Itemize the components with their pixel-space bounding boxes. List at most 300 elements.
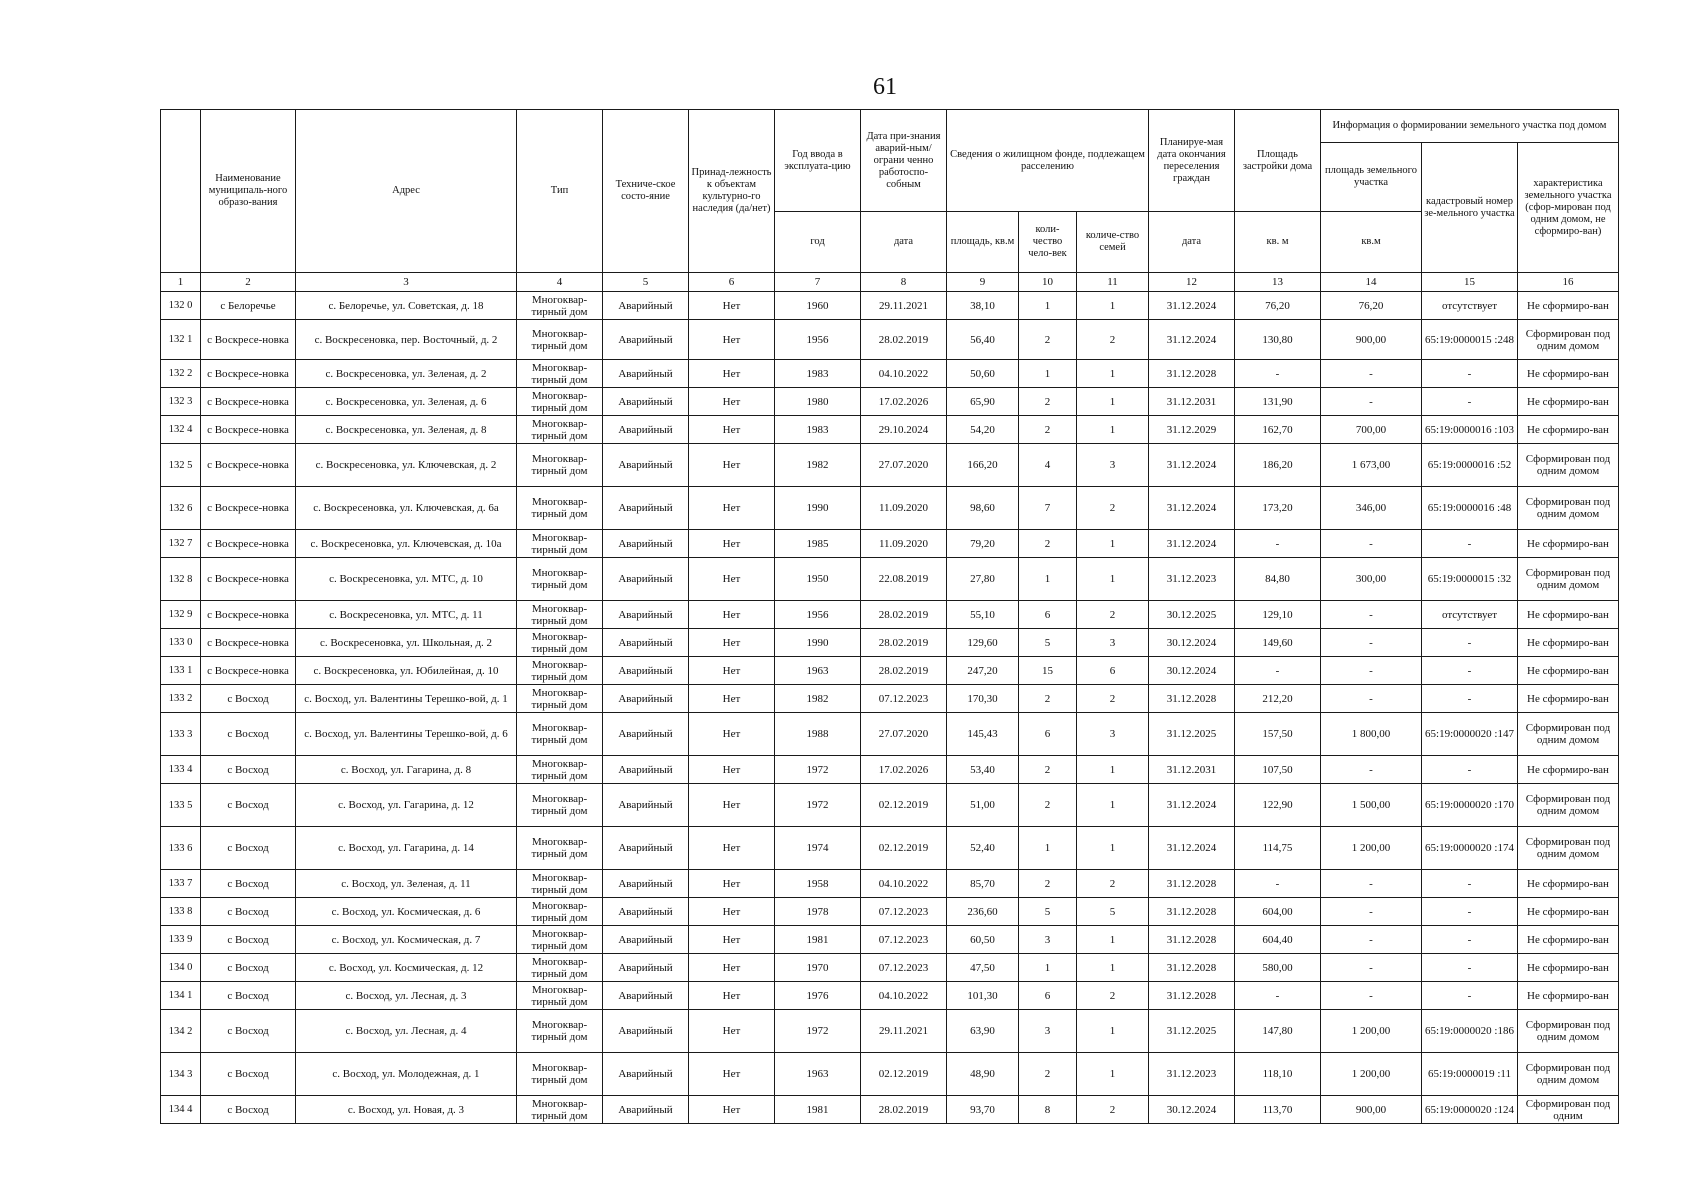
cadastral-number-cell: 65:19:0000016 :52 xyxy=(1422,444,1518,487)
planned-date-cell: 31.12.2028 xyxy=(1149,926,1235,954)
emergency-date-cell: 04.10.2022 xyxy=(861,982,947,1010)
address-cell: с. Восход, ул. Гагарина, д. 8 xyxy=(296,756,517,784)
table-row xyxy=(161,320,1619,360)
housing-area-cell: 93,70 xyxy=(947,1096,1019,1124)
type-cell: Многоквар-тирный дом xyxy=(517,444,603,487)
type-cell: Многоквар-тирный дом xyxy=(517,601,603,629)
housing-area-cell: 56,40 xyxy=(947,320,1019,360)
emergency-date-cell: 28.02.2019 xyxy=(861,1096,947,1124)
table-row xyxy=(161,558,1619,601)
land-characteristic-cell: Не сформиро-ван xyxy=(1518,870,1619,898)
row-number: 132 8 xyxy=(161,558,201,601)
header-address: Адрес xyxy=(296,110,517,273)
cadastral-number-cell: 65:19:0000019 :11 xyxy=(1422,1053,1518,1096)
row-number: 134 1 xyxy=(161,982,201,1010)
cadastral-number-cell: 65:19:0000020 :170 xyxy=(1422,784,1518,827)
cadastral-number-cell: - xyxy=(1422,388,1518,416)
people-count-cell: 2 xyxy=(1019,530,1077,558)
row-number: 133 6 xyxy=(161,827,201,870)
building-area-cell: 107,50 xyxy=(1235,756,1321,784)
building-area-cell: 84,80 xyxy=(1235,558,1321,601)
address-cell: с. Восход, ул. Новая, д. 3 xyxy=(296,1096,517,1124)
row-number: 132 9 xyxy=(161,601,201,629)
municipality-cell: с Воскресе-новка xyxy=(201,360,296,388)
people-count-cell: 2 xyxy=(1019,784,1077,827)
address-cell: с. Восход, ул. Лесная, д. 3 xyxy=(296,982,517,1010)
land-characteristic-cell: Сформирован под одним домом xyxy=(1518,784,1619,827)
technical-state-cell: Аварийный xyxy=(603,444,689,487)
planned-date-cell: 30.12.2024 xyxy=(1149,1096,1235,1124)
emergency-date-cell: 04.10.2022 xyxy=(861,360,947,388)
row-number: 133 2 xyxy=(161,685,201,713)
land-area-cell: 1 673,00 xyxy=(1321,444,1422,487)
cadastral-number-cell: - xyxy=(1422,954,1518,982)
planned-date-cell: 31.12.2028 xyxy=(1149,685,1235,713)
land-characteristic-cell: Сформирован под одним домом xyxy=(1518,1053,1619,1096)
people-count-cell: 7 xyxy=(1019,487,1077,530)
housing-area-cell: 236,60 xyxy=(947,898,1019,926)
commission-year-cell: 1983 xyxy=(775,416,861,444)
emergency-date-cell: 07.12.2023 xyxy=(861,954,947,982)
land-area-cell: 300,00 xyxy=(1321,558,1422,601)
column-number: 15 xyxy=(1422,273,1518,292)
cadastral-number-cell: 65:19:0000016 :48 xyxy=(1422,487,1518,530)
commission-year-cell: 1950 xyxy=(775,558,861,601)
cadastral-number-cell: - xyxy=(1422,898,1518,926)
people-count-cell: 6 xyxy=(1019,713,1077,756)
technical-state-cell: Аварийный xyxy=(603,1053,689,1096)
table-row xyxy=(161,388,1619,416)
technical-state-cell: Аварийный xyxy=(603,756,689,784)
building-area-cell: 131,90 xyxy=(1235,388,1321,416)
housing-area-cell: 60,50 xyxy=(947,926,1019,954)
municipality-cell: с Восход xyxy=(201,756,296,784)
column-number: 9 xyxy=(947,273,1019,292)
municipality-cell: с Восход xyxy=(201,827,296,870)
header-building-area: Площадь застройки дома xyxy=(1235,110,1321,212)
cadastral-number-cell: - xyxy=(1422,870,1518,898)
land-characteristic-cell: Не сформиро-ван xyxy=(1518,629,1619,657)
planned-date-cell: 31.12.2024 xyxy=(1149,292,1235,320)
address-cell: с. Восход, ул. Космическая, д. 6 xyxy=(296,898,517,926)
land-area-cell: 76,20 xyxy=(1321,292,1422,320)
land-area-cell: - xyxy=(1321,629,1422,657)
table-row xyxy=(161,629,1619,657)
column-number: 3 xyxy=(296,273,517,292)
cadastral-number-cell: 65:19:0000015 :248 xyxy=(1422,320,1518,360)
housing-area-cell: 98,60 xyxy=(947,487,1019,530)
land-area-cell: - xyxy=(1321,685,1422,713)
municipality-cell: с Восход xyxy=(201,1010,296,1053)
people-count-cell: 2 xyxy=(1019,320,1077,360)
land-characteristic-cell: Не сформиро-ван xyxy=(1518,926,1619,954)
people-count-cell: 2 xyxy=(1019,756,1077,784)
address-cell: с. Восход, ул. Космическая, д. 12 xyxy=(296,954,517,982)
heritage-cell: Нет xyxy=(689,784,775,827)
type-cell: Многоквар-тирный дом xyxy=(517,926,603,954)
row-number: 132 5 xyxy=(161,444,201,487)
land-area-cell: 1 200,00 xyxy=(1321,1053,1422,1096)
municipality-cell: с Восход xyxy=(201,1096,296,1124)
technical-state-cell: Аварийный xyxy=(603,982,689,1010)
technical-state-cell: Аварийный xyxy=(603,530,689,558)
table-row xyxy=(161,756,1619,784)
cadastral-number-cell: 65:19:0000015 :32 xyxy=(1422,558,1518,601)
cadastral-number-cell: - xyxy=(1422,685,1518,713)
commission-year-cell: 1976 xyxy=(775,982,861,1010)
technical-state-cell: Аварийный xyxy=(603,601,689,629)
housing-area-cell: 145,43 xyxy=(947,713,1019,756)
type-cell: Многоквар-тирный дом xyxy=(517,558,603,601)
table-row xyxy=(161,827,1619,870)
address-cell: с. Восход, ул. Гагарина, д. 12 xyxy=(296,784,517,827)
heritage-cell: Нет xyxy=(689,444,775,487)
header-families-sub: количе-ство семей xyxy=(1077,212,1149,273)
building-area-cell: 147,80 xyxy=(1235,1010,1321,1053)
land-characteristic-cell: Не сформиро-ван xyxy=(1518,685,1619,713)
building-area-cell: 114,75 xyxy=(1235,827,1321,870)
family-count-cell: 2 xyxy=(1077,1096,1149,1124)
family-count-cell: 1 xyxy=(1077,1010,1149,1053)
technical-state-cell: Аварийный xyxy=(603,629,689,657)
table-header xyxy=(161,110,1619,273)
heritage-cell: Нет xyxy=(689,685,775,713)
family-count-cell: 1 xyxy=(1077,954,1149,982)
technical-state-cell: Аварийный xyxy=(603,713,689,756)
people-count-cell: 1 xyxy=(1019,558,1077,601)
family-count-cell: 1 xyxy=(1077,827,1149,870)
emergency-date-cell: 17.02.2026 xyxy=(861,756,947,784)
heritage-cell: Нет xyxy=(689,1010,775,1053)
planned-date-cell: 31.12.2028 xyxy=(1149,898,1235,926)
municipality-cell: с Воскресе-новка xyxy=(201,388,296,416)
address-cell: с. Белоречье, ул. Советская, д. 18 xyxy=(296,292,517,320)
people-count-cell: 2 xyxy=(1019,1053,1077,1096)
land-characteristic-cell: Сформирован под одним домом xyxy=(1518,1010,1619,1053)
planned-date-cell: 31.12.2024 xyxy=(1149,444,1235,487)
building-area-cell: 604,00 xyxy=(1235,898,1321,926)
emergency-housing-table xyxy=(160,109,1619,1124)
emergency-date-cell: 28.02.2019 xyxy=(861,657,947,685)
emergency-date-cell: 28.02.2019 xyxy=(861,629,947,657)
row-number: 132 4 xyxy=(161,416,201,444)
row-number: 134 2 xyxy=(161,1010,201,1053)
type-cell: Многоквар-тирный дом xyxy=(517,292,603,320)
planned-date-cell: 31.12.2028 xyxy=(1149,954,1235,982)
heritage-cell: Нет xyxy=(689,601,775,629)
row-number: 133 4 xyxy=(161,756,201,784)
column-number: 7 xyxy=(775,273,861,292)
heritage-cell: Нет xyxy=(689,954,775,982)
header-area-sub: площадь, кв.м xyxy=(947,212,1019,273)
cadastral-number-cell: 65:19:0000020 :174 xyxy=(1422,827,1518,870)
column-number: 6 xyxy=(689,273,775,292)
cadastral-number-cell: отсутствует xyxy=(1422,292,1518,320)
header-type: Тип xyxy=(517,110,603,273)
municipality-cell: с Восход xyxy=(201,926,296,954)
heritage-cell: Нет xyxy=(689,898,775,926)
heritage-cell: Нет xyxy=(689,629,775,657)
commission-year-cell: 1980 xyxy=(775,388,861,416)
housing-area-cell: 48,90 xyxy=(947,1053,1019,1096)
address-cell: с. Восход, ул. Зеленая, д. 11 xyxy=(296,870,517,898)
people-count-cell: 2 xyxy=(1019,870,1077,898)
address-cell: с. Воскресеновка, ул. МТС, д. 11 xyxy=(296,601,517,629)
row-number: 132 3 xyxy=(161,388,201,416)
header-planned-date-sub: дата xyxy=(1149,212,1235,273)
emergency-date-cell: 07.12.2023 xyxy=(861,926,947,954)
municipality-cell: с Воскресе-новка xyxy=(201,558,296,601)
technical-state-cell: Аварийный xyxy=(603,685,689,713)
family-count-cell: 1 xyxy=(1077,360,1149,388)
technical-state-cell: Аварийный xyxy=(603,827,689,870)
family-count-cell: 1 xyxy=(1077,416,1149,444)
family-count-cell: 1 xyxy=(1077,530,1149,558)
municipality-cell: с Восход xyxy=(201,954,296,982)
municipality-cell: с Восход xyxy=(201,898,296,926)
planned-date-cell: 31.12.2028 xyxy=(1149,870,1235,898)
planned-date-cell: 31.12.2023 xyxy=(1149,1053,1235,1096)
building-area-cell: 130,80 xyxy=(1235,320,1321,360)
building-area-cell: - xyxy=(1235,530,1321,558)
heritage-cell: Нет xyxy=(689,926,775,954)
housing-area-cell: 51,00 xyxy=(947,784,1019,827)
row-number: 132 6 xyxy=(161,487,201,530)
header-land-group: Информация о формировании земельного участка под домом xyxy=(1321,110,1619,143)
land-area-cell: - xyxy=(1321,657,1422,685)
commission-year-cell: 1963 xyxy=(775,657,861,685)
type-cell: Многоквар-тирный дом xyxy=(517,784,603,827)
land-characteristic-cell: Сформирован под одним домом xyxy=(1518,827,1619,870)
family-count-cell: 5 xyxy=(1077,898,1149,926)
building-area-cell: 604,40 xyxy=(1235,926,1321,954)
table-row xyxy=(161,926,1619,954)
land-area-cell: - xyxy=(1321,926,1422,954)
emergency-date-cell: 07.12.2023 xyxy=(861,685,947,713)
cadastral-number-cell: 65:19:0000020 :147 xyxy=(1422,713,1518,756)
column-number: 11 xyxy=(1077,273,1149,292)
row-number: 133 9 xyxy=(161,926,201,954)
commission-year-cell: 1988 xyxy=(775,713,861,756)
land-characteristic-cell: Не сформиро-ван xyxy=(1518,756,1619,784)
row-number: 134 3 xyxy=(161,1053,201,1096)
address-cell: с. Воскресеновка, ул. Юбилейная, д. 10 xyxy=(296,657,517,685)
header-building-unit-sub: кв. м xyxy=(1235,212,1321,273)
row-number: 134 0 xyxy=(161,954,201,982)
cadastral-number-cell: - xyxy=(1422,756,1518,784)
land-characteristic-cell: Не сформиро-ван xyxy=(1518,657,1619,685)
column-number: 12 xyxy=(1149,273,1235,292)
people-count-cell: 6 xyxy=(1019,982,1077,1010)
land-characteristic-cell: Не сформиро-ван xyxy=(1518,360,1619,388)
housing-area-cell: 65,90 xyxy=(947,388,1019,416)
table-row xyxy=(161,713,1619,756)
planned-date-cell: 31.12.2029 xyxy=(1149,416,1235,444)
building-area-cell: 113,70 xyxy=(1235,1096,1321,1124)
header-land-characteristic: характеристика земельного участка (сфор-мирован под одним домом, не сформиро-ван) xyxy=(1518,143,1619,273)
technical-state-cell: Аварийный xyxy=(603,360,689,388)
people-count-cell: 3 xyxy=(1019,1010,1077,1053)
building-area-cell: 212,20 xyxy=(1235,685,1321,713)
header-housing-group: Сведения о жилищном фонде, подлежащем расселению xyxy=(947,110,1149,212)
cadastral-number-cell: - xyxy=(1422,982,1518,1010)
housing-area-cell: 79,20 xyxy=(947,530,1019,558)
commission-year-cell: 1983 xyxy=(775,360,861,388)
technical-state-cell: Аварийный xyxy=(603,870,689,898)
municipality-cell: с Восход xyxy=(201,713,296,756)
commission-year-cell: 1958 xyxy=(775,870,861,898)
people-count-cell: 5 xyxy=(1019,898,1077,926)
people-count-cell: 4 xyxy=(1019,444,1077,487)
housing-area-cell: 47,50 xyxy=(947,954,1019,982)
type-cell: Многоквар-тирный дом xyxy=(517,360,603,388)
housing-area-cell: 27,80 xyxy=(947,558,1019,601)
address-cell: с. Восход, ул. Валентины Терешко-вой, д. 6 xyxy=(296,713,517,756)
municipality-cell: с Воскресе-новка xyxy=(201,444,296,487)
planned-date-cell: 30.12.2024 xyxy=(1149,657,1235,685)
type-cell: Многоквар-тирный дом xyxy=(517,530,603,558)
land-area-cell: 700,00 xyxy=(1321,416,1422,444)
family-count-cell: 1 xyxy=(1077,926,1149,954)
land-area-cell: - xyxy=(1321,360,1422,388)
type-cell: Многоквар-тирный дом xyxy=(517,1010,603,1053)
table-row xyxy=(161,784,1619,827)
land-area-cell: 1 500,00 xyxy=(1321,784,1422,827)
table-row xyxy=(161,870,1619,898)
people-count-cell: 3 xyxy=(1019,926,1077,954)
building-area-cell: 173,20 xyxy=(1235,487,1321,530)
table-row xyxy=(161,1053,1619,1096)
type-cell: Многоквар-тирный дом xyxy=(517,629,603,657)
row-number: 133 8 xyxy=(161,898,201,926)
address-cell: с. Воскресеновка, ул. Школьная, д. 2 xyxy=(296,629,517,657)
header-technical-state: Техниче-ское состо-яние xyxy=(603,110,689,273)
people-count-cell: 1 xyxy=(1019,827,1077,870)
type-cell: Многоквар-тирный дом xyxy=(517,870,603,898)
municipality-cell: с Воскресе-новка xyxy=(201,487,296,530)
header-cultural-heritage: Принад-лежность к объектам культурно-го наследия (да/нет) xyxy=(689,110,775,273)
land-area-cell: 1 200,00 xyxy=(1321,827,1422,870)
table-row xyxy=(161,487,1619,530)
type-cell: Многоквар-тирный дом xyxy=(517,685,603,713)
land-characteristic-cell: Не сформиро-ван xyxy=(1518,292,1619,320)
column-number: 13 xyxy=(1235,273,1321,292)
heritage-cell: Нет xyxy=(689,416,775,444)
commission-year-cell: 1956 xyxy=(775,601,861,629)
people-count-cell: 2 xyxy=(1019,416,1077,444)
land-area-cell: - xyxy=(1321,601,1422,629)
family-count-cell: 3 xyxy=(1077,444,1149,487)
family-count-cell: 1 xyxy=(1077,784,1149,827)
heritage-cell: Нет xyxy=(689,487,775,530)
commission-year-cell: 1972 xyxy=(775,1010,861,1053)
type-cell: Многоквар-тирный дом xyxy=(517,756,603,784)
emergency-date-cell: 29.10.2024 xyxy=(861,416,947,444)
table-row xyxy=(161,416,1619,444)
type-cell: Многоквар-тирный дом xyxy=(517,954,603,982)
housing-area-cell: 170,30 xyxy=(947,685,1019,713)
municipality-cell: с Воскресе-новка xyxy=(201,530,296,558)
cadastral-number-cell: - xyxy=(1422,657,1518,685)
planned-date-cell: 30.12.2025 xyxy=(1149,601,1235,629)
housing-area-cell: 63,90 xyxy=(947,1010,1019,1053)
column-number: 5 xyxy=(603,273,689,292)
type-cell: Многоквар-тирный дом xyxy=(517,982,603,1010)
planned-date-cell: 31.12.2024 xyxy=(1149,784,1235,827)
family-count-cell: 2 xyxy=(1077,487,1149,530)
row-number: 133 5 xyxy=(161,784,201,827)
table-row xyxy=(161,444,1619,487)
address-cell: с. Воскресеновка, пер. Восточный, д. 2 xyxy=(296,320,517,360)
family-count-cell: 3 xyxy=(1077,713,1149,756)
people-count-cell: 1 xyxy=(1019,292,1077,320)
address-cell: с. Воскресеновка, ул. Зеленая, д. 6 xyxy=(296,388,517,416)
building-area-cell: - xyxy=(1235,657,1321,685)
technical-state-cell: Аварийный xyxy=(603,1096,689,1124)
planned-date-cell: 31.12.2023 xyxy=(1149,558,1235,601)
row-number: 133 0 xyxy=(161,629,201,657)
land-characteristic-cell: Не сформиро-ван xyxy=(1518,982,1619,1010)
header-land-unit-sub: кв.м xyxy=(1321,212,1422,273)
land-area-cell: 346,00 xyxy=(1321,487,1422,530)
heritage-cell: Нет xyxy=(689,388,775,416)
address-cell: с. Воскресеновка, ул. Зеленая, д. 2 xyxy=(296,360,517,388)
people-count-cell: 2 xyxy=(1019,388,1077,416)
column-number: 4 xyxy=(517,273,603,292)
type-cell: Многоквар-тирный дом xyxy=(517,320,603,360)
heritage-cell: Нет xyxy=(689,320,775,360)
land-characteristic-cell: Сформирован под одним домом xyxy=(1518,444,1619,487)
land-area-cell: - xyxy=(1321,756,1422,784)
cadastral-number-cell: - xyxy=(1422,360,1518,388)
cadastral-number-cell: - xyxy=(1422,629,1518,657)
type-cell: Многоквар-тирный дом xyxy=(517,1096,603,1124)
heritage-cell: Нет xyxy=(689,292,775,320)
heritage-cell: Нет xyxy=(689,530,775,558)
housing-area-cell: 55,10 xyxy=(947,601,1019,629)
cadastral-number-cell: 65:19:0000020 :124 xyxy=(1422,1096,1518,1124)
address-cell: с. Воскресеновка, ул. МТС, д. 10 xyxy=(296,558,517,601)
emergency-date-cell: 02.12.2019 xyxy=(861,827,947,870)
address-cell: с. Восход, ул. Лесная, д. 4 xyxy=(296,1010,517,1053)
address-cell: с. Восход, ул. Гагарина, д. 14 xyxy=(296,827,517,870)
table-row xyxy=(161,292,1619,320)
technical-state-cell: Аварийный xyxy=(603,784,689,827)
building-area-cell: 157,50 xyxy=(1235,713,1321,756)
type-cell: Многоквар-тирный дом xyxy=(517,487,603,530)
commission-year-cell: 1970 xyxy=(775,954,861,982)
address-cell: с. Восход, ул. Космическая, д. 7 xyxy=(296,926,517,954)
header-cadastral-number: кадастровый номер зе-мельного участка xyxy=(1422,143,1518,273)
header-year-sub: год xyxy=(775,212,861,273)
family-count-cell: 6 xyxy=(1077,657,1149,685)
land-characteristic-cell: Не сформиро-ван xyxy=(1518,601,1619,629)
family-count-cell: 2 xyxy=(1077,685,1149,713)
commission-year-cell: 1963 xyxy=(775,1053,861,1096)
housing-area-cell: 54,20 xyxy=(947,416,1019,444)
building-area-cell: 76,20 xyxy=(1235,292,1321,320)
municipality-cell: с Воскресе-новка xyxy=(201,629,296,657)
emergency-date-cell: 29.11.2021 xyxy=(861,292,947,320)
municipality-cell: с Восход xyxy=(201,870,296,898)
emergency-date-cell: 22.08.2019 xyxy=(861,558,947,601)
municipality-cell: с Воскресе-новка xyxy=(201,601,296,629)
land-characteristic-cell: Не сформиро-ван xyxy=(1518,530,1619,558)
planned-date-cell: 31.12.2024 xyxy=(1149,827,1235,870)
housing-area-cell: 52,40 xyxy=(947,827,1019,870)
technical-state-cell: Аварийный xyxy=(603,558,689,601)
people-count-cell: 1 xyxy=(1019,954,1077,982)
